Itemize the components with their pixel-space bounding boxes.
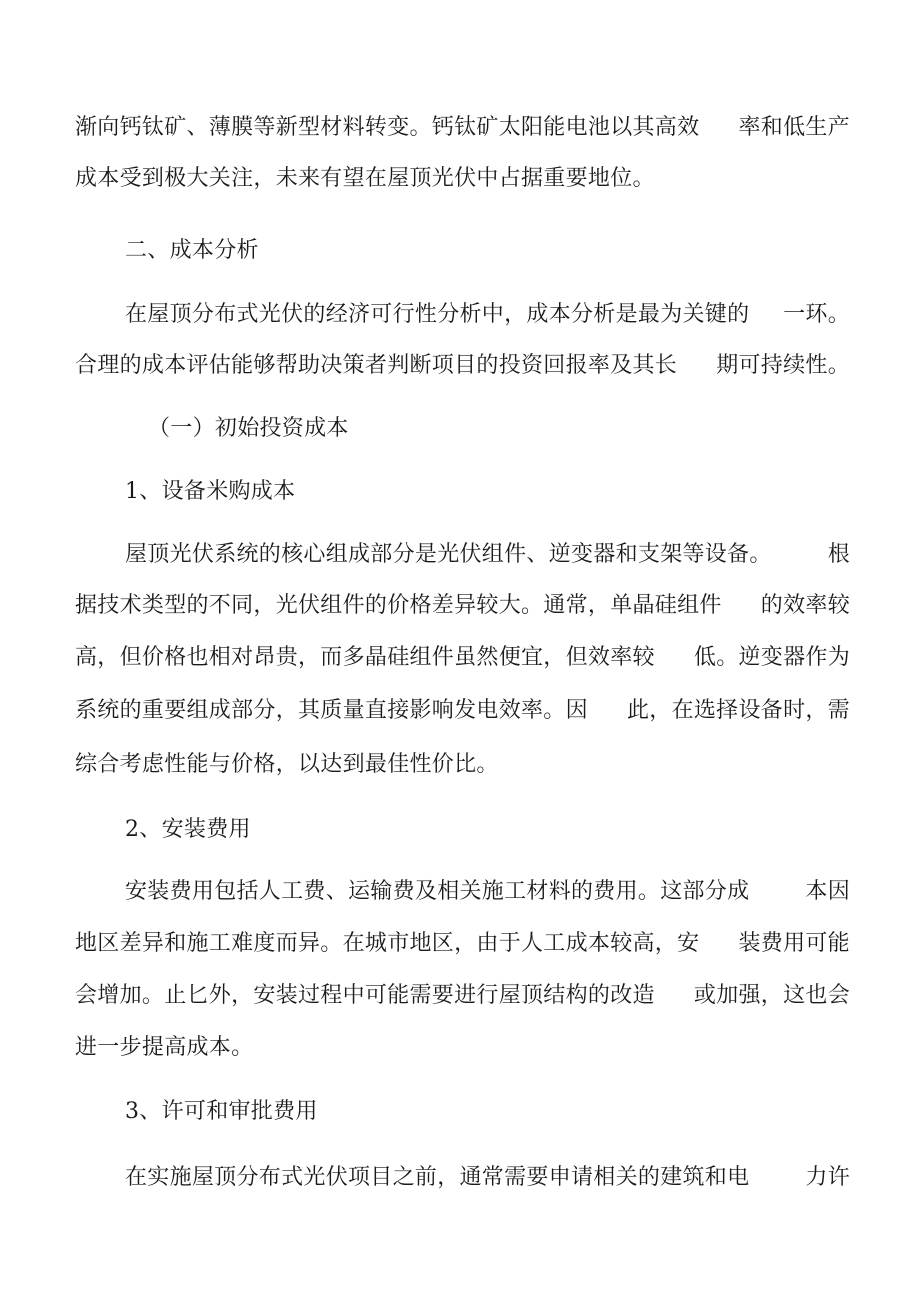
paragraph-1-line-1	[75, 113, 850, 143]
item-heading-equipment: 1、设备米购成本	[125, 479, 296, 504]
paragraph-4-line-4: 进一步提高成本。	[75, 1035, 254, 1060]
paragraph-5-line-1	[125, 1163, 850, 1193]
text-segment: 的效率较	[760, 593, 850, 618]
text-segment: 力许	[805, 1165, 850, 1190]
text-segment: 装费用可能	[738, 931, 850, 956]
text-segment: 低。逆变器作为	[693, 645, 850, 670]
paragraph-3-line-4	[75, 696, 850, 726]
text-segment: 期可持续性。	[716, 353, 850, 378]
text-segment: 地区差异和施工难度而异。在城市地区，由于人工成本较高，安	[75, 931, 700, 956]
paragraph-3-line-1	[125, 540, 850, 570]
text-segment: 或加强，这也会	[693, 983, 850, 1008]
paragraph-3-line-2	[75, 591, 850, 621]
text-segment: 一环。	[783, 302, 850, 327]
item-heading-permits: 3、许可和审批费用	[125, 1099, 318, 1124]
paragraph-4-line-1	[125, 877, 850, 907]
item-heading-installation: 2、安装费用	[125, 817, 251, 842]
section-heading-cost-analysis: 二、成本分析	[125, 238, 259, 263]
text-segment: 渐向钙钛矿、薄膜等新型材料转变。钙钛矿太阳能电池以其高效	[75, 115, 700, 140]
paragraph-4-line-2	[75, 929, 850, 959]
text-segment: 此，在选择设备时，需	[626, 698, 850, 723]
subsection-heading-initial-investment: （一）初始投资成本	[148, 416, 349, 441]
text-segment: 合理的成本评估能够帮助决策者判断项目的投资回报率及其长	[75, 353, 678, 378]
text-segment: 在屋顶分布式光伏的经济可行性分析中，成本分析是最为关键的	[125, 302, 750, 327]
text-segment: 屋顶光伏系统的核心组成部分是光伏组件、逆变器和支架等设备。	[125, 542, 772, 567]
text-segment: 安装费用包括人工费、运输费及相关施工材料的费用。这部分成	[125, 879, 750, 904]
paragraph-2-line-1	[125, 300, 850, 330]
paragraph-2-line-2	[75, 351, 850, 381]
text-segment: 会增加。止匕外，安装过程中可能需要进行屋顶结构的改造	[75, 983, 655, 1008]
paragraph-3-line-3	[75, 643, 850, 673]
text-segment: 高，但价格也相对昂贵，而多晶硅组件虽然便宜，但效率较	[75, 645, 655, 670]
text-segment: 在实施屋顶分布式光伏项目之前，通常需要申请相关的建筑和电	[125, 1165, 750, 1190]
paragraph-4-line-3	[75, 981, 850, 1011]
text-segment: 率和低生产	[738, 115, 850, 140]
paragraph-1-line-2: 成本受到极大关注，未来有望在屋顶光伏中占据重要地位。	[75, 166, 655, 191]
text-segment: 根	[827, 542, 850, 567]
text-segment: 系统的重要组成部分，其质量直接影响发电效率。因	[75, 698, 588, 723]
paragraph-3-line-5: 综合考虑性能与价格，以达到最佳性价比。	[75, 752, 499, 777]
text-segment: 据技术类型的不同，光伏组件的价格差异较大。通常，单晶硅组件	[75, 593, 722, 618]
text-segment: 本因	[805, 879, 850, 904]
